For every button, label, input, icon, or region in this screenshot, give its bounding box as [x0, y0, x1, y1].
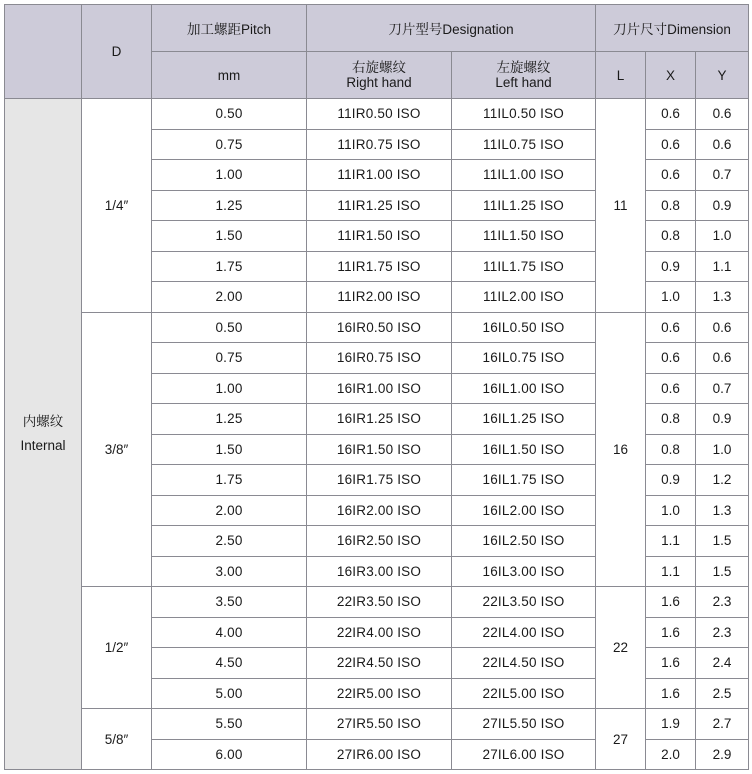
dimension-y: 1.0 [696, 434, 749, 465]
left-hand-code: 16IL1.00 ISO [452, 373, 596, 404]
header-left-hand [452, 52, 596, 99]
pitch-cell: 1.25 [152, 190, 307, 221]
header-x: X [646, 52, 696, 99]
dimension-x: 0.8 [646, 190, 696, 221]
length-cell: 11 [596, 99, 646, 313]
header-y: Y [696, 52, 749, 99]
header-pitch-unit: mm [152, 52, 307, 99]
left-hand-code: 16IL2.00 ISO [452, 495, 596, 526]
dimension-x: 0.6 [646, 312, 696, 343]
right-hand-code: 16IR2.50 ISO [307, 526, 452, 557]
left-hand-code: 22IL5.00 ISO [452, 678, 596, 709]
dimension-y: 2.4 [696, 648, 749, 679]
dimension-x: 0.6 [646, 160, 696, 191]
pitch-cell: 2.00 [152, 495, 307, 526]
header-corner [5, 5, 82, 99]
pitch-cell: 1.50 [152, 221, 307, 252]
pitch-cell: 3.50 [152, 587, 307, 618]
left-hand-code: 11IL2.00 ISO [452, 282, 596, 313]
left-hand-code: 16IL1.25 ISO [452, 404, 596, 435]
header-right-hand [307, 52, 452, 99]
dimension-x: 0.9 [646, 251, 696, 282]
right-hand-code: 11IR1.25 ISO [307, 190, 452, 221]
length-cell: 27 [596, 709, 646, 770]
left-hand-code: 11IL1.75 ISO [452, 251, 596, 282]
pitch-cell: 1.50 [152, 434, 307, 465]
dimension-x: 1.0 [646, 282, 696, 313]
table-row [5, 99, 749, 130]
right-hand-code: 11IR0.50 ISO [307, 99, 452, 130]
left-hand-code: 22IL4.50 ISO [452, 648, 596, 679]
pitch-cell: 0.75 [152, 129, 307, 160]
right-hand-code: 11IR1.00 ISO [307, 160, 452, 191]
pitch-cell: 3.00 [152, 556, 307, 587]
right-hand-code: 16IR3.00 ISO [307, 556, 452, 587]
dimension-x: 0.8 [646, 434, 696, 465]
table-row [5, 587, 749, 618]
dimension-y: 0.9 [696, 404, 749, 435]
dimension-y: 0.6 [696, 129, 749, 160]
pitch-cell: 2.00 [152, 282, 307, 313]
pitch-cell: 2.50 [152, 526, 307, 557]
dimension-x: 0.6 [646, 343, 696, 374]
dimension-y: 1.5 [696, 556, 749, 587]
left-hand-code: 27IL5.50 ISO [452, 709, 596, 740]
right-hand-code: 16IR0.50 ISO [307, 312, 452, 343]
right-hand-code: 27IR6.00 ISO [307, 739, 452, 770]
dimension-y: 2.3 [696, 587, 749, 618]
header-right-hand-cn: 右旋螺纹 [352, 60, 406, 75]
dimension-x: 0.9 [646, 465, 696, 496]
pitch-cell: 1.75 [152, 465, 307, 496]
right-hand-code: 11IR2.00 ISO [307, 282, 452, 313]
pitch-cell: 1.00 [152, 373, 307, 404]
left-hand-code: 22IL3.50 ISO [452, 587, 596, 618]
pitch-cell: 4.50 [152, 648, 307, 679]
dimension-x: 1.6 [646, 648, 696, 679]
diameter-cell: 1/4″ [82, 99, 152, 313]
right-hand-code: 16IR1.50 ISO [307, 434, 452, 465]
dimension-x: 0.6 [646, 129, 696, 160]
category-cn: 内螺纹 [22, 414, 64, 429]
dimension-y: 2.5 [696, 678, 749, 709]
category-en: Internal [20, 438, 66, 453]
dimension-y: 2.7 [696, 709, 749, 740]
pitch-cell: 5.50 [152, 709, 307, 740]
left-hand-code: 11IL1.00 ISO [452, 160, 596, 191]
length-cell: 22 [596, 587, 646, 709]
diameter-cell: 5/8″ [82, 709, 152, 770]
dimension-y: 1.3 [696, 495, 749, 526]
dimension-y: 0.9 [696, 190, 749, 221]
dimension-x: 1.6 [646, 587, 696, 618]
right-hand-code: 16IR2.00 ISO [307, 495, 452, 526]
dimension-x: 0.8 [646, 404, 696, 435]
right-hand-code: 27IR5.50 ISO [307, 709, 452, 740]
pitch-cell: 0.50 [152, 99, 307, 130]
left-hand-code: 11IL1.25 ISO [452, 190, 596, 221]
left-hand-code: 16IL2.50 ISO [452, 526, 596, 557]
pitch-cell: 1.00 [152, 160, 307, 191]
dimension-x: 1.1 [646, 556, 696, 587]
right-hand-code: 16IR1.00 ISO [307, 373, 452, 404]
dimension-x: 1.6 [646, 617, 696, 648]
left-hand-code: 16IL0.75 ISO [452, 343, 596, 374]
pitch-cell: 5.00 [152, 678, 307, 709]
right-hand-code: 16IR1.25 ISO [307, 404, 452, 435]
header-d: D [82, 5, 152, 99]
header-dimension: 刀片尺寸Dimension [596, 5, 749, 52]
pitch-cell: 1.25 [152, 404, 307, 435]
dimension-x: 0.6 [646, 99, 696, 130]
left-hand-code: 16IL1.75 ISO [452, 465, 596, 496]
dimension-x: 1.0 [646, 495, 696, 526]
dimension-y: 1.1 [696, 251, 749, 282]
dimension-y: 1.5 [696, 526, 749, 557]
dimension-x: 1.1 [646, 526, 696, 557]
pitch-cell: 6.00 [152, 739, 307, 770]
table-row [5, 709, 749, 740]
dimension-x: 0.8 [646, 221, 696, 252]
right-hand-code: 22IR4.00 ISO [307, 617, 452, 648]
left-hand-code: 11IL1.50 ISO [452, 221, 596, 252]
dimension-y: 0.7 [696, 160, 749, 191]
left-hand-code: 16IL1.50 ISO [452, 434, 596, 465]
dimension-y: 1.0 [696, 221, 749, 252]
dimension-y: 0.6 [696, 99, 749, 130]
left-hand-code: 22IL4.00 ISO [452, 617, 596, 648]
right-hand-code: 16IR0.75 ISO [307, 343, 452, 374]
insert-spec-table [4, 4, 749, 770]
right-hand-code: 11IR0.75 ISO [307, 129, 452, 160]
dimension-y: 2.9 [696, 739, 749, 770]
pitch-cell: 4.00 [152, 617, 307, 648]
pitch-cell: 0.75 [152, 343, 307, 374]
left-hand-code: 27IL6.00 ISO [452, 739, 596, 770]
header-designation: 刀片型号Designation [307, 5, 596, 52]
header-l: L [596, 52, 646, 99]
diameter-cell: 1/2″ [82, 587, 152, 709]
table-body [5, 99, 749, 770]
dimension-y: 1.3 [696, 282, 749, 313]
dimension-y: 0.6 [696, 343, 749, 374]
dimension-x: 2.0 [646, 739, 696, 770]
header-left-hand-cn: 左旋螺纹 [496, 60, 551, 75]
right-hand-code: 22IR3.50 ISO [307, 587, 452, 618]
right-hand-code: 11IR1.75 ISO [307, 251, 452, 282]
dimension-y: 1.2 [696, 465, 749, 496]
dimension-y: 0.6 [696, 312, 749, 343]
left-hand-code: 16IL3.00 ISO [452, 556, 596, 587]
left-hand-code: 16IL0.50 ISO [452, 312, 596, 343]
right-hand-code: 22IR4.50 ISO [307, 648, 452, 679]
table-row [5, 312, 749, 343]
dimension-y: 0.7 [696, 373, 749, 404]
right-hand-code: 22IR5.00 ISO [307, 678, 452, 709]
diameter-cell: 3/8″ [82, 312, 152, 587]
dimension-y: 2.3 [696, 617, 749, 648]
dimension-x: 1.6 [646, 678, 696, 709]
dimension-x: 0.6 [646, 373, 696, 404]
length-cell: 16 [596, 312, 646, 587]
dimension-x: 1.9 [646, 709, 696, 740]
header-pitch: 加工螺距Pitch [152, 5, 307, 52]
header-right-hand-en: Right hand [346, 75, 412, 90]
pitch-cell: 0.50 [152, 312, 307, 343]
header-left-hand-en: Left hand [495, 75, 552, 90]
left-hand-code: 11IL0.75 ISO [452, 129, 596, 160]
right-hand-code: 11IR1.50 ISO [307, 221, 452, 252]
pitch-cell: 1.75 [152, 251, 307, 282]
left-hand-code: 11IL0.50 ISO [452, 99, 596, 130]
right-hand-code: 16IR1.75 ISO [307, 465, 452, 496]
category-cell [5, 99, 82, 770]
